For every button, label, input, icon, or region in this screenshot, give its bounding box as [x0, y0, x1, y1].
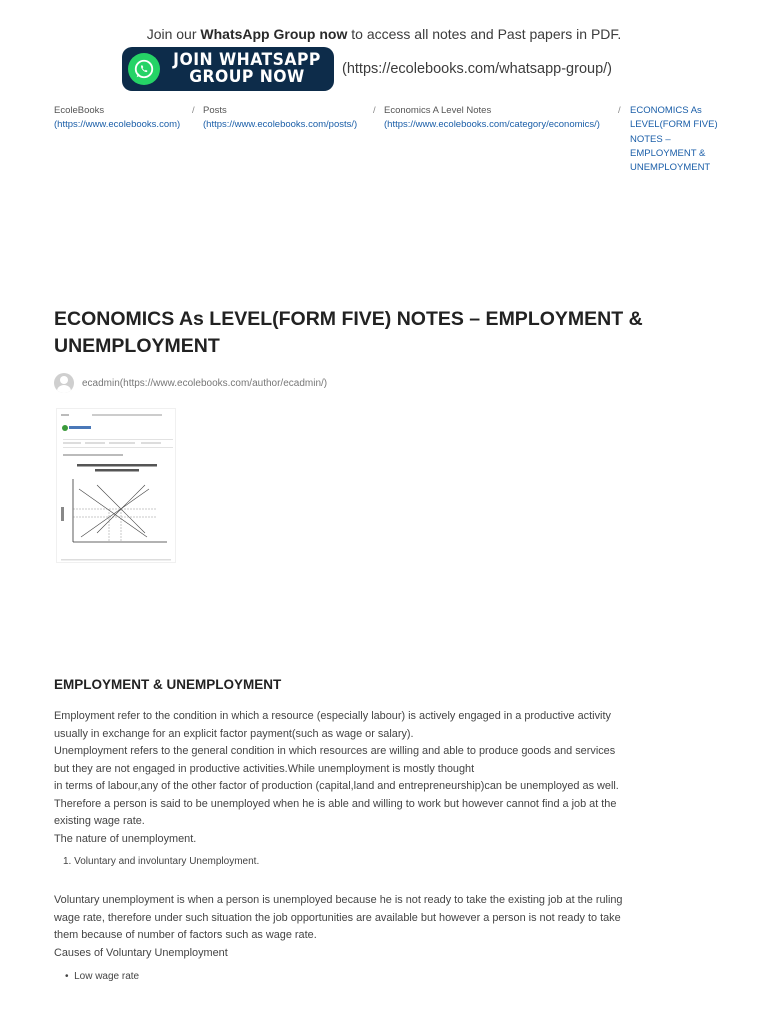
join-whatsapp-line1: JOIN WHATSAPP: [173, 50, 321, 70]
text-line: wage rate, therefore under such situation the job opportunities are available but however a person is not ready to take: [54, 911, 621, 924]
bullet-text: Low wage rate: [74, 971, 140, 982]
breadcrumb-url[interactable]: (https://www.ecolebooks.com/category/economics/): [384, 119, 600, 131]
avatar: [54, 373, 74, 393]
text-line: usually in exchange for an explicit factor payment(such as wage or salary).: [54, 727, 414, 740]
text-line: The nature of unemployment.: [54, 832, 197, 845]
text-line: but they are not engaged in productive activities.While unemployment is mostly thought: [54, 762, 475, 775]
text-line: Causes of Voluntary Unemployment: [54, 946, 228, 959]
text-line: Therefore a person is said to be unemployed when he is able and willing to work but however cannot find a job at the: [54, 797, 617, 810]
author-link[interactable]: ecadmin(https://www.ecolebooks.com/author/ecadmin/): [82, 377, 328, 389]
breadcrumb-current-line: LEVEL(FORM FIVE): [630, 119, 718, 131]
promo-suffix: to access all notes and Past papers in PDF.: [347, 26, 622, 42]
breadcrumb-current: [630, 104, 718, 175]
author-row: [54, 373, 327, 393]
whatsapp-banner-row: [122, 47, 612, 91]
numbered-list-item: 1. Voluntary and involuntary Unemployment.: [63, 856, 260, 867]
whatsapp-icon: [128, 53, 160, 85]
text-line: them because of number of factors such as wage rate.: [54, 929, 317, 941]
whatsapp-group-link[interactable]: (https://ecolebooks.com/whatsapp-group/): [342, 61, 612, 77]
section-heading: EMPLOYMENT & UNEMPLOYMENT: [54, 677, 282, 692]
bullet-list-item: [65, 971, 139, 982]
text-line: Unemployment refers to the general condition in which resources are willing and able to produce goods and services: [54, 745, 616, 757]
breadcrumb-current-line: ECONOMICS As: [630, 105, 702, 116]
breadcrumb-separator: /: [373, 105, 376, 116]
breadcrumb-url[interactable]: (https://www.ecolebooks.com/posts/): [203, 119, 358, 131]
promo-prefix: Join our: [146, 26, 201, 42]
page-title-line2: UNEMPLOYMENT: [54, 335, 220, 357]
text-line: Voluntary unemployment is when a person is unemployed because he is not ready to take the existing job at the ruling: [54, 894, 623, 906]
featured-image-thumbnail[interactable]: [56, 408, 176, 563]
breadcrumb-label: Economics A Level Notes: [384, 105, 492, 116]
breadcrumb-label: EcoleBooks: [54, 105, 105, 116]
text-line: in terms of labour,any of the other factor of production (capital,land and entrepreneurship)can be unemployed as well.: [54, 780, 619, 792]
breadcrumb-item-economics[interactable]: [384, 104, 600, 133]
breadcrumb-current-line: NOTES –: [630, 133, 671, 145]
breadcrumb-label: Posts: [203, 105, 227, 116]
breadcrumb-item-posts[interactable]: [203, 104, 357, 133]
join-whatsapp-label: [167, 52, 327, 86]
join-whatsapp-line2: GROUP NOW: [189, 67, 305, 87]
bullet-icon: •: [65, 971, 69, 982]
article-paragraph: [54, 708, 714, 848]
breadcrumb-separator: /: [618, 105, 621, 116]
thumbnail-graphic: [57, 409, 177, 564]
breadcrumb-current-line: UNEMPLOYMENT: [630, 162, 711, 174]
breadcrumb-current-line: EMPLOYMENT &: [630, 147, 706, 159]
article-paragraph: [54, 892, 714, 962]
promo-bold: WhatsApp Group now: [200, 26, 348, 42]
text-line: existing wage rate.: [54, 815, 145, 827]
breadcrumb-url[interactable]: (https://www.ecolebooks.com): [54, 119, 181, 131]
page-title-line1: ECONOMICS As LEVEL(FORM FIVE) NOTES – EMPLOYMENT &: [54, 308, 643, 330]
promo-text: [0, 26, 768, 42]
join-whatsapp-button[interactable]: [122, 47, 334, 91]
page-title: [54, 306, 674, 360]
breadcrumb-item-ecolebooks[interactable]: [54, 104, 180, 133]
text-line: Employment refer to the condition in which a resource (especially labour) is actively engaged in a productive activity: [54, 710, 611, 722]
breadcrumb-separator: /: [192, 105, 195, 116]
